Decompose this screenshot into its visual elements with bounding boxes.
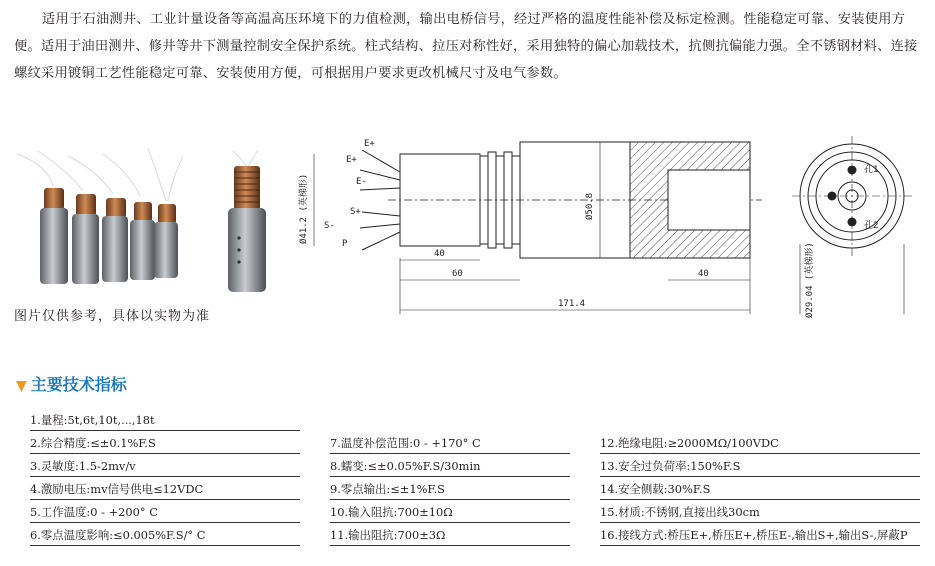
photo-caption: 图片仅供参考，具体以实物为准 bbox=[14, 309, 211, 324]
product-photos bbox=[8, 146, 276, 296]
intro-paragraph: 适用于石油测井、工业计量设备等高温高压环境下的力值检测，输出电桥信号，经过严格的温度性能补偿及标定检测。性能稳定可靠、安装使用方便。适用于油田测井、修井等井下测量控制安全保护系统。柱式结构、拉压对称性好，采用独特的偏心加载技术，抗侧抗偏能力强。全不锈钢材料、连接螺纹采用镀铜工艺性能稳定可靠、安装使用方便，可根据用户要求更改机械尺寸及电气参数。 bbox=[14, 12, 918, 81]
label-e-plus: E+ bbox=[364, 139, 375, 149]
spec-item: 2.综合精度:≤±0.1%F.S bbox=[30, 433, 300, 454]
spec-item: 1.量程:5t,6t,10t,...,18t bbox=[30, 410, 300, 431]
label-hole-2: 孔2 bbox=[864, 221, 879, 231]
drawing-body-right bbox=[630, 142, 750, 258]
spec-item: 5.工作温度:0 - +200° C bbox=[30, 502, 300, 523]
spec-item: 4.激励电压:mv信号供电≤12VDC bbox=[30, 479, 300, 500]
spec-item: 14.安全侧载:30%F.S bbox=[600, 479, 920, 500]
sensor-photo-large bbox=[228, 166, 266, 292]
spec-item: 15.材质:不锈钢,直接出线30cm bbox=[600, 502, 920, 523]
label-e-plus-2: E+ bbox=[346, 155, 357, 165]
triangle-icon: ▼ bbox=[16, 378, 27, 394]
sensor-photo-4 bbox=[130, 202, 155, 280]
spec-item: 6.零点温度影响:≤0.005%F.S/° C bbox=[30, 525, 300, 546]
technical-drawing bbox=[292, 132, 932, 324]
spec-item: 8.蠕变:≤±0.05%F.S/30min bbox=[330, 456, 570, 477]
spec-item: 11.输出阻抗:700±3Ω bbox=[330, 525, 570, 546]
drawing-end-view bbox=[792, 136, 912, 256]
drawing-body-left bbox=[400, 142, 630, 258]
label-hole-1: 孔1 bbox=[864, 165, 879, 175]
spec-item: 7.温度补偿范围:0 - +170° C bbox=[330, 433, 570, 454]
dim-length-40: 40 bbox=[434, 249, 445, 259]
spec-item: 10.输入阻抗:700±10Ω bbox=[330, 502, 570, 523]
label-s-plus: S+ bbox=[350, 207, 361, 217]
label-e-minus: E- bbox=[356, 177, 367, 187]
dim-diameter-41: Ø41.2 (英梯形) bbox=[299, 173, 309, 244]
sensor-photo-3 bbox=[102, 198, 128, 282]
section-title: ▼ 主要技术指标 bbox=[16, 375, 127, 394]
dim-diameter-50: Ø50.8 bbox=[585, 192, 595, 220]
spec-item: 3.灵敏度:1.5-2mv/v bbox=[30, 456, 300, 477]
dim-total-length: 171.4 bbox=[558, 299, 586, 309]
spec-item: 12.绝缘电阻:≥2000MΩ/100VDC bbox=[600, 433, 920, 454]
spec-item: 9.零点输出:≤±1%F.S bbox=[330, 479, 570, 500]
dim-diameter-29: Ø29.04 (英梯形) bbox=[805, 242, 815, 318]
label-p: P bbox=[342, 239, 348, 249]
sensor-photo-2 bbox=[72, 194, 99, 284]
sensor-photo-5 bbox=[154, 204, 178, 278]
dim-length-40-right: 40 bbox=[698, 269, 709, 279]
dim-length-60: 60 bbox=[452, 269, 463, 279]
spec-item: 16.接线方式:桥压E+,桥压E+,桥压E-,输出S+,输出S-,屏蔽P bbox=[600, 525, 920, 546]
sensor-photo-1 bbox=[40, 188, 68, 284]
spec-item: 13.安全过负荷率:150%F.S bbox=[600, 456, 920, 477]
label-s-minus: S- bbox=[324, 221, 335, 231]
